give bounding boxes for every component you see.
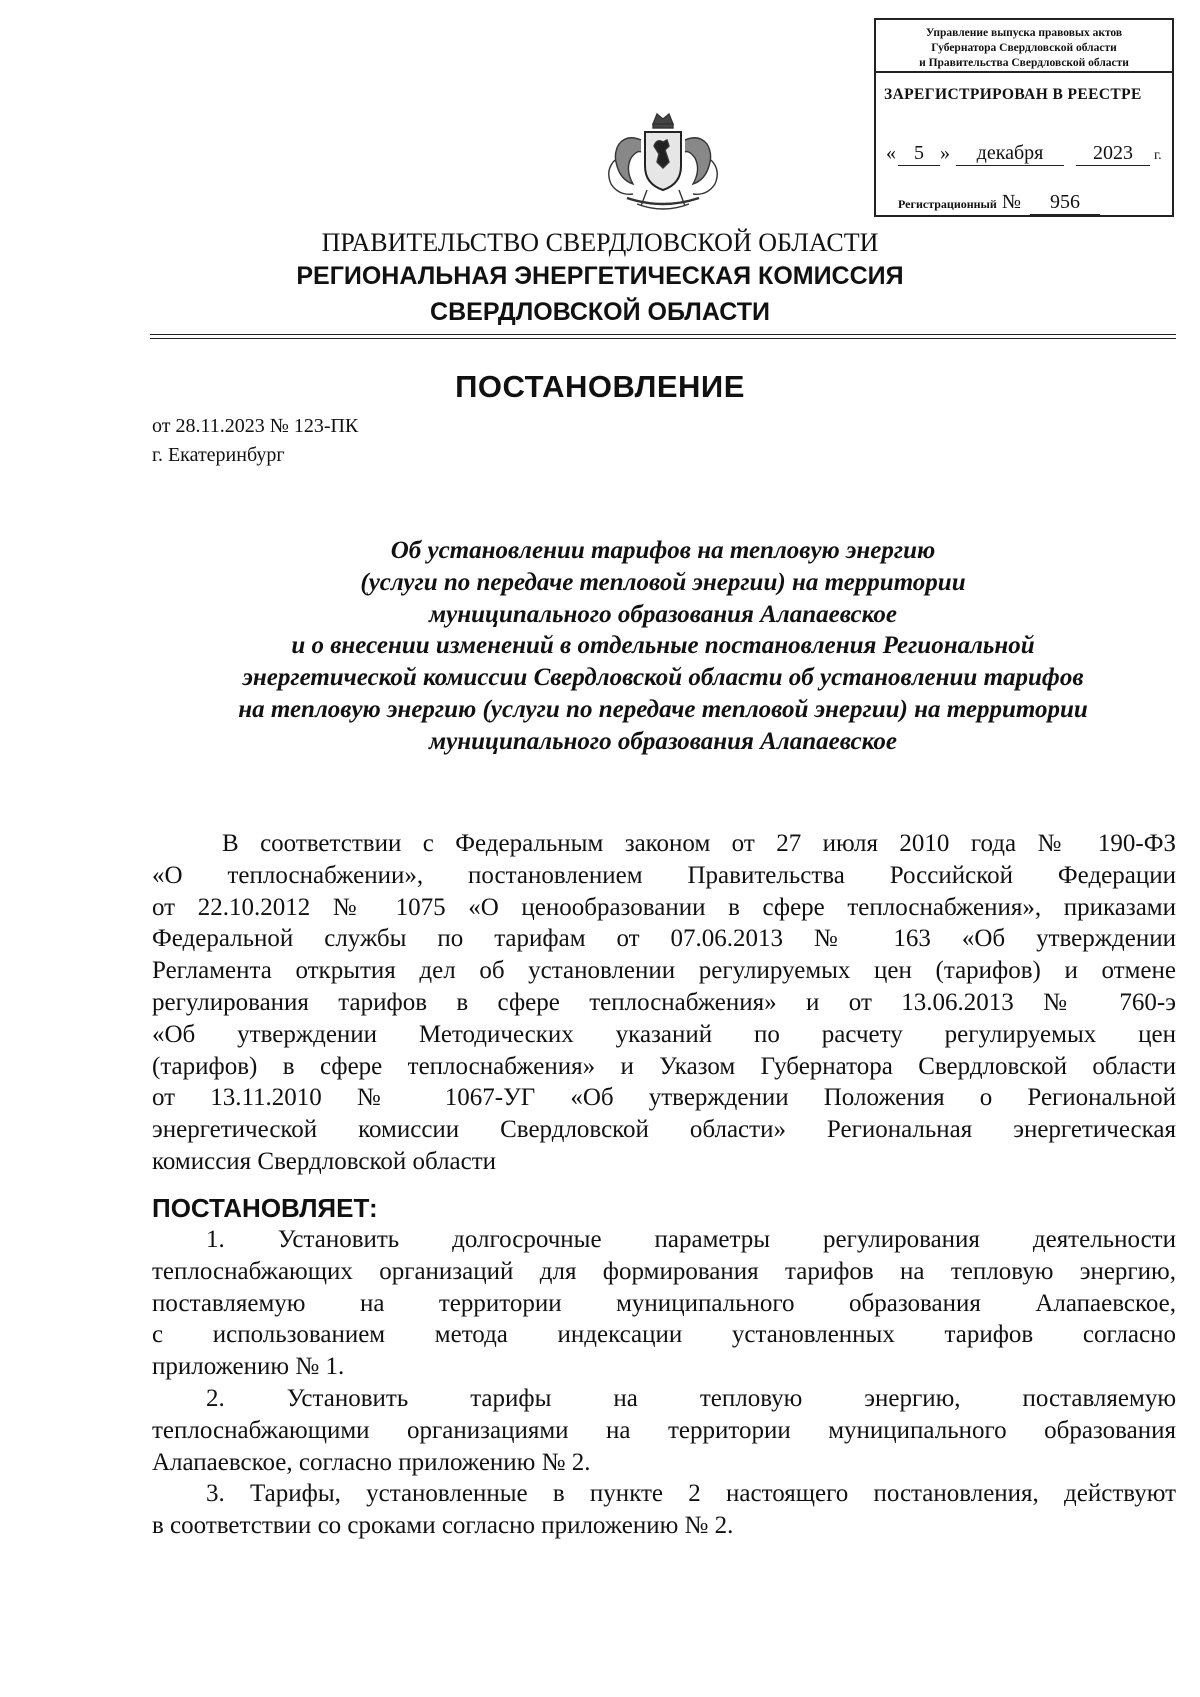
stamp-header-line: Губернатора Свердловской области [931,42,1117,54]
preamble-line: регулирования тарифов в сфере теплоснабжения» и от 13.06.2013 № 760-э [152,988,1176,1016]
stamp-month: декабря [956,142,1064,166]
stamp-header [876,20,1172,73]
document-city: г. Екатеринбург [152,444,285,466]
stamp-quote-close: » [940,142,950,164]
coat-of-arms-icon [597,110,729,216]
item-line: теплоснабжающих организаций для формирования тарифов на тепловую энергию, [152,1257,1176,1285]
document-subject [150,535,1176,758]
commission-name-line2: СВЕРДЛОВСКОЙ ОБЛАСТИ [430,298,770,326]
item-line: приложению № 1. [152,1353,345,1381]
preamble-line: от 22.10.2012 № 1075 «О ценообразовании в сфере теплоснабжения», приказами [152,893,1176,921]
stamp-header-line: и Правительства Свердловской области [919,57,1129,69]
stamp-year: 2023 [1076,142,1150,166]
subject-line: муниципального образования Алапаевское [429,600,897,628]
preamble-line: комиссия Свердловской области [152,1147,497,1175]
item-1 [152,1224,1176,1383]
item-line: с использованием метода индексации установленных тарифов согласно [152,1321,1176,1349]
resolves-heading: ПОСТАНОВЛЯЕТ: [152,1193,378,1223]
subject-line: энергетической комиссии Свердловской области об установлении тарифов [242,664,1084,692]
item-line: в соответствии со сроками согласно приложению № 2. [152,1512,734,1540]
item-line: 3. Тарифы, установленные в пункте 2 настоящего постановления, действуют [206,1480,1176,1508]
preamble-line: Регламента открытия дел об установлении регулируемых цен (тарифов) и отмене [152,957,1176,985]
stamp-quote-open: « [886,142,896,164]
document-type: ПОСТАНОВЛЕНИЕ [455,369,745,404]
preamble-line: Федеральной службы по тарифам от 07.06.2013 № 163 «Об утверждении [152,925,1176,953]
header-divider [150,334,1176,335]
item-line: 1. Установить долгосрочные параметры регулирования деятельности [206,1226,1176,1253]
subject-line: Об установлении тарифов на тепловую энергию [390,537,936,564]
subject-line: на тепловую энергию (услуги по передаче тепловой энергии) на территории [238,695,1088,723]
government-name: ПРАВИТЕЛЬСТВО СВЕРДЛОВСКОЙ ОБЛАСТИ [321,228,879,257]
subject-line: и о внесении изменений в отдельные постановления Региональной [291,632,1035,660]
stamp-reg-value: 956 [1030,191,1100,215]
item-2 [152,1383,1176,1478]
subject-line: муниципального образования Алапаевское [429,727,897,755]
item-line: 2. Установить тарифы на тепловую энергию, поставляемую [206,1384,1176,1412]
document-date-number: от 28.11.2023 № 123-ПК [152,415,359,437]
stamp-number-sign: № [1001,191,1021,213]
preamble-line: энергетической комиссии Свердловской области» Региональная энергетическая [152,1116,1176,1144]
header-divider-thin [150,338,1176,339]
resolution-items [152,1224,1176,1542]
preamble-line: от 13.11.2010 № 1067-УГ «Об утверждении Положения о Региональной [152,1084,1176,1112]
preamble-line: В соответствии с Федеральным законом от 27 июля 2010 года № 190-ФЗ [222,830,1176,857]
stamp-day: 5 [898,142,940,166]
preamble-line: (тарифов) в сфере теплоснабжения» и Указом Губернатора Свердловской области [152,1052,1176,1080]
commission-name-line1: РЕГИОНАЛЬНАЯ ЭНЕРГЕТИЧЕСКАЯ КОМИССИЯ [296,262,904,290]
item-3 [152,1478,1176,1542]
item-line: Алапаевское, согласно приложению № 2. [152,1448,591,1476]
stamp-reg-number [898,191,1100,215]
preamble-line: «О теплоснабжении», постановлением Правительства Российской Федерации [152,861,1176,889]
subject-line: (услуги по передаче тепловой энергии) на территории [360,568,966,596]
preamble [152,828,1176,1178]
stamp-reg-label: Регистрационный [898,197,997,211]
registration-stamp [874,18,1174,217]
item-line: поставляемую на территории муниципального образования Алапаевское, [152,1289,1176,1317]
preamble-line: «Об утверждении Методических указаний по расчету регулируемых цен [152,1020,1176,1048]
stamp-year-suffix: г. [1154,148,1162,163]
item-line: теплоснабжающими организациями на территории муниципального образования [152,1416,1176,1444]
stamp-registered-label: ЗАРЕГИСТРИРОВАН В РЕЕСТРЕ [884,86,1142,103]
stamp-header-line: Управление выпуска правовых актов [925,27,1123,39]
